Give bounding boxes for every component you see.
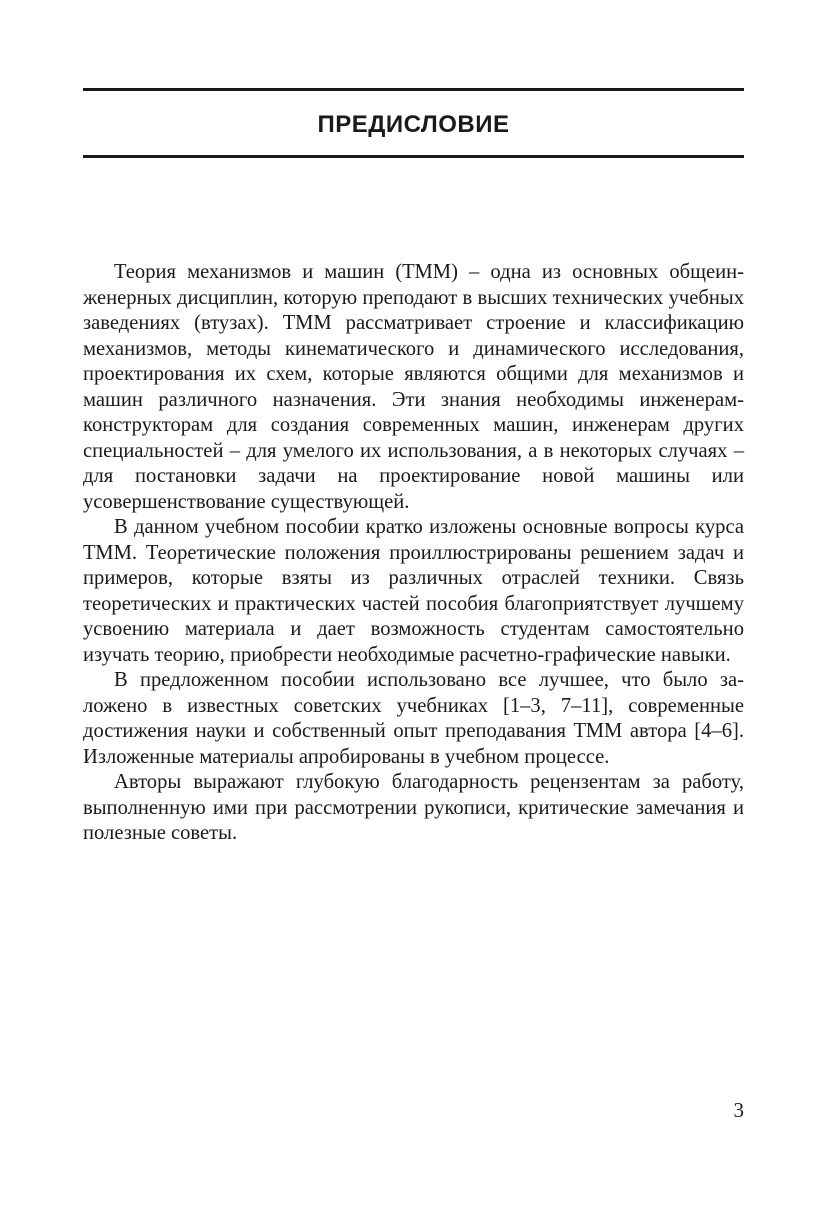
- paragraph-3: В предложенном пособии использовано все лучшее, что было заложено в известных советских учебниках [1–3, 7–11], современные достижения науки и собственный опыт преподавания ТММ автора [4–6]. Изложенные материалы апробированы в учебном процессе.: [83, 669, 744, 768]
- page-number: 3: [733, 1098, 744, 1122]
- paragraph-2: В данном учебном пособии кратко изложены основные вопросы курса ТММ. Теоретические положения проиллюстрированы решением задач и примеров, которые взяты из различных отраслей техники. Связь теоретических и практических частей пособия благоприятствует лучшему усвоению материала и дает возможность студентам самостоятельно изучать теорию, приобрести необходимые расчетно-графические навыки.: [83, 516, 744, 666]
- preface-body: [83, 260, 744, 847]
- paragraph-4: Авторы выражают глубокую благодарность рецензентам за работу, выполненную ими при рассмотрении рукописи, критические замечания и полезные советы.: [83, 771, 744, 844]
- paragraph-1: Теория механизмов и машин (ТММ) – одна из основных общеинженерных дисциплин, которую преподают в высших технических учебных заведениях (втузах). ТММ рассматривает строение и классификацию механизмов, методы кинематического и динамического исследования, проектирования их схем, которые являются общими для механизмов и машин различного назначения. Эти знания необходимы инженерам-конструкторам для создания современных машин, инженерам других специальностей – для умелого их использования, а в некоторых случаях – для постановки задачи на проектирование новой машины или усовершенствование существующей.: [83, 261, 744, 513]
- heading-top-rule: [83, 88, 744, 91]
- heading-bottom-rule: [83, 155, 744, 158]
- page-title: ПРЕДИСЛОВИЕ: [317, 111, 510, 138]
